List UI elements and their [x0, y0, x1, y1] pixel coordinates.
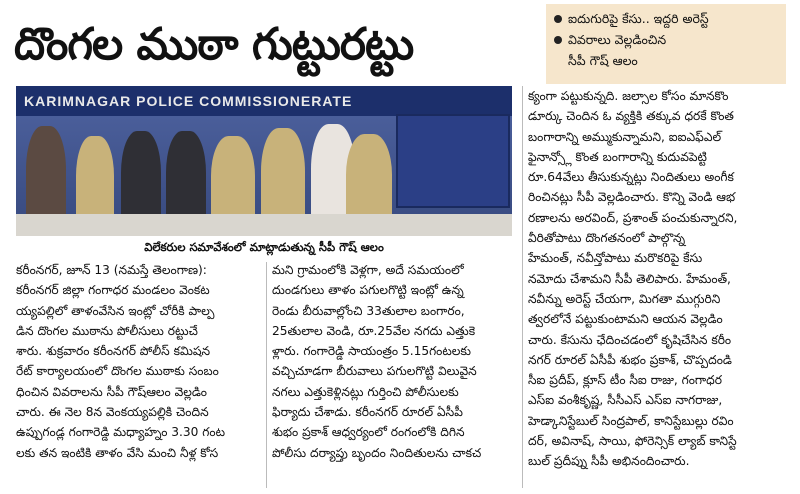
- photo-caption: విలేకరుల సమావేశంలో మాట్లాడుతున్న సీపీ గౌష్ ఆలం: [144, 240, 384, 254]
- article-line: కరీంనగర్ జిల్లా గంగాధర మండలం వెంకట: [16, 283, 210, 298]
- article-line: శారు. శుక్రవారం కరీంనగర్ పోలీస్ కమిషన: [16, 344, 211, 359]
- article-line: నమోదు చేశామని సీపీ తెలిపారు. హేమంత్,: [528, 271, 731, 286]
- article-line: ఉప్పుగండ్ల గంగారెడ్డి మధ్యాహ్నం 3.30 గంట: [16, 425, 226, 440]
- article-line: రెండు బీరువాల్లోంచి 33తులాల బంగారం,: [272, 303, 465, 318]
- article-line: క్యంగా పట్టుకున్నది. జల్సాల కోసం మానకొం: [528, 89, 729, 103]
- article-line: త్వరలోనే పట్టుకుంటామని ఆయన వెల్లడిం: [528, 312, 723, 327]
- highlight-text: సీపీ గౌష్ ఆలం: [568, 53, 638, 68]
- article-column-1: [16, 260, 264, 463]
- article-line: య్యపల్లిలో తాళంవేసిన ఇంట్లో చోరీకి పాల్ప: [16, 303, 215, 318]
- article-line: వచ్చిచూడగా బీరువాలు పగులగొట్టి విలువైన: [272, 364, 477, 379]
- article-line: 25తులాల వెండి, రూ.25వేల నగదు ఎత్తుకె: [272, 323, 476, 338]
- press-meet-photo: [16, 86, 512, 236]
- article-line: లకు తన ఇంటికి తాళం వేసి మంచి నీళ్ల కోస: [16, 445, 219, 460]
- article-line: డూర్కు చెందిన ఓ వ్యక్తికి తక్కువ ధరకే కొంత: [528, 109, 734, 124]
- article-line: శుభం ప్రకాశ్ ఆధ్వర్యంలో రంగంలోకి దిగిన: [272, 425, 465, 440]
- article-line: హెడ్కానిస్టేబుల్ సింద్రపాల్, కానిస్టేబుల్లు రవిం: [528, 413, 734, 428]
- article-line: హేమంత్, నవీన్తోపాటు మరొకరిపై కేసు: [528, 251, 703, 266]
- article-line: నగలు ఎత్తుకెళ్లినట్లు గుర్తించి పోలీసులకు: [272, 384, 459, 399]
- article-line: పోలీసు దర్యాప్తు బృందం నిందితులను చాకచ: [272, 445, 482, 460]
- article-line: ఫిర్యాదు చేశాడు. కరీంనగర్ రూరల్ ఏసీపీ: [272, 405, 463, 420]
- article-line: నవీన్ను అరెస్ట్ చేయగా, మిగతా ముగ్గురిని: [528, 291, 721, 306]
- highlight-item: [554, 50, 778, 71]
- bullet-icon: [554, 15, 562, 23]
- highlight-text: ఐదుగురిపై కేసు.. ఇద్దరి అరెస్ట్: [568, 11, 709, 26]
- photo-banner-text: KARIMNAGAR POLICE COMMISSIONERATE: [16, 86, 512, 116]
- article-line: మని గ్రామంలోకి వెళ్లగా, అదే సమయంలో: [272, 263, 464, 277]
- article-line: ధించిన వివరాలను సీపీ గౌష్ఆలం వెల్లడిం: [16, 384, 207, 399]
- article-line: రించినట్లు సీపీ వెల్లడించారు. కొన్ని వెండి ఆభ: [528, 190, 736, 205]
- article-line: రూ.64వేలు తీసుకున్నట్లు నిందితులు అంగీక: [528, 170, 734, 185]
- highlight-item: [554, 8, 778, 29]
- article-line: ళ్లారు. గంగారెడ్డి సాయంత్రం 5.15గంటలకు: [272, 344, 471, 359]
- highlight-item: [554, 29, 778, 50]
- article-line: బంగారాన్ని అమ్ముకున్నామని, ఐఐఎఫ్ఎల్: [528, 129, 722, 144]
- jewellery-display-board: [396, 114, 510, 208]
- article-line: చారు. ఈ నెల 8న వెంకయ్యపల్లికి చెందిన: [16, 405, 209, 420]
- article-line: ఫైనాన్స్లో కొంత బంగారాన్ని కుదువపెట్టి: [528, 149, 707, 164]
- article-line: దర్, అవినాష్, సాయి, ఫోరెన్సిక్ ల్యాబ్ కానిస్టే: [528, 434, 737, 449]
- highlight-text: వివరాలు వెల్లడించిన: [568, 32, 667, 47]
- article-line: రేట్ కార్యాలయంలో దొంగల ముఠాకు సంబం: [16, 364, 219, 379]
- bullet-icon: [554, 36, 562, 44]
- headline: దొంగల ముఠా గుట్టురట్టు: [14, 19, 414, 70]
- article-line: చారు. కేసును ఛేదించడంలో కృషిచేసిన కరీం: [528, 332, 732, 347]
- highlights-box: [546, 4, 786, 84]
- article-line: సీఐ ప్రదీప్, క్లూస్ టీం సీఐ రాజు, గంగాధర: [528, 373, 722, 388]
- article-line: దుండగులు తాళం పగులగొట్టి ఇంట్లో ఉన్న: [272, 283, 464, 298]
- article-column-3: [528, 86, 790, 472]
- article-line: డిన దొంగల ముఠాను పోలీసులు రట్టుచే: [16, 323, 198, 338]
- article-line: కరీంనగర్, జూన్ 13 (నమస్తే తెలంగాణ):: [16, 263, 207, 277]
- article-column-2: [272, 260, 520, 463]
- article-line: నగర్ రూరల్ ఏసీపీ శుభం ప్రకాశ్, చొప్పదండి: [528, 352, 732, 367]
- article-line: రణాలను అరవింద్, ప్రశాంత్ పంచుకున్నారని,: [528, 210, 738, 225]
- article-line: వీరితోపాటు దొంగతనంలో పాల్గొన్న: [528, 231, 686, 246]
- article-line: బుల్ ప్రదీప్ను సీపీ అభినందించారు.: [528, 454, 690, 469]
- article-line: ఎస్ఐ వంశీకృష్ణ, సీసీఎస్ ఎస్ఐ నాగరాజు,: [528, 393, 723, 408]
